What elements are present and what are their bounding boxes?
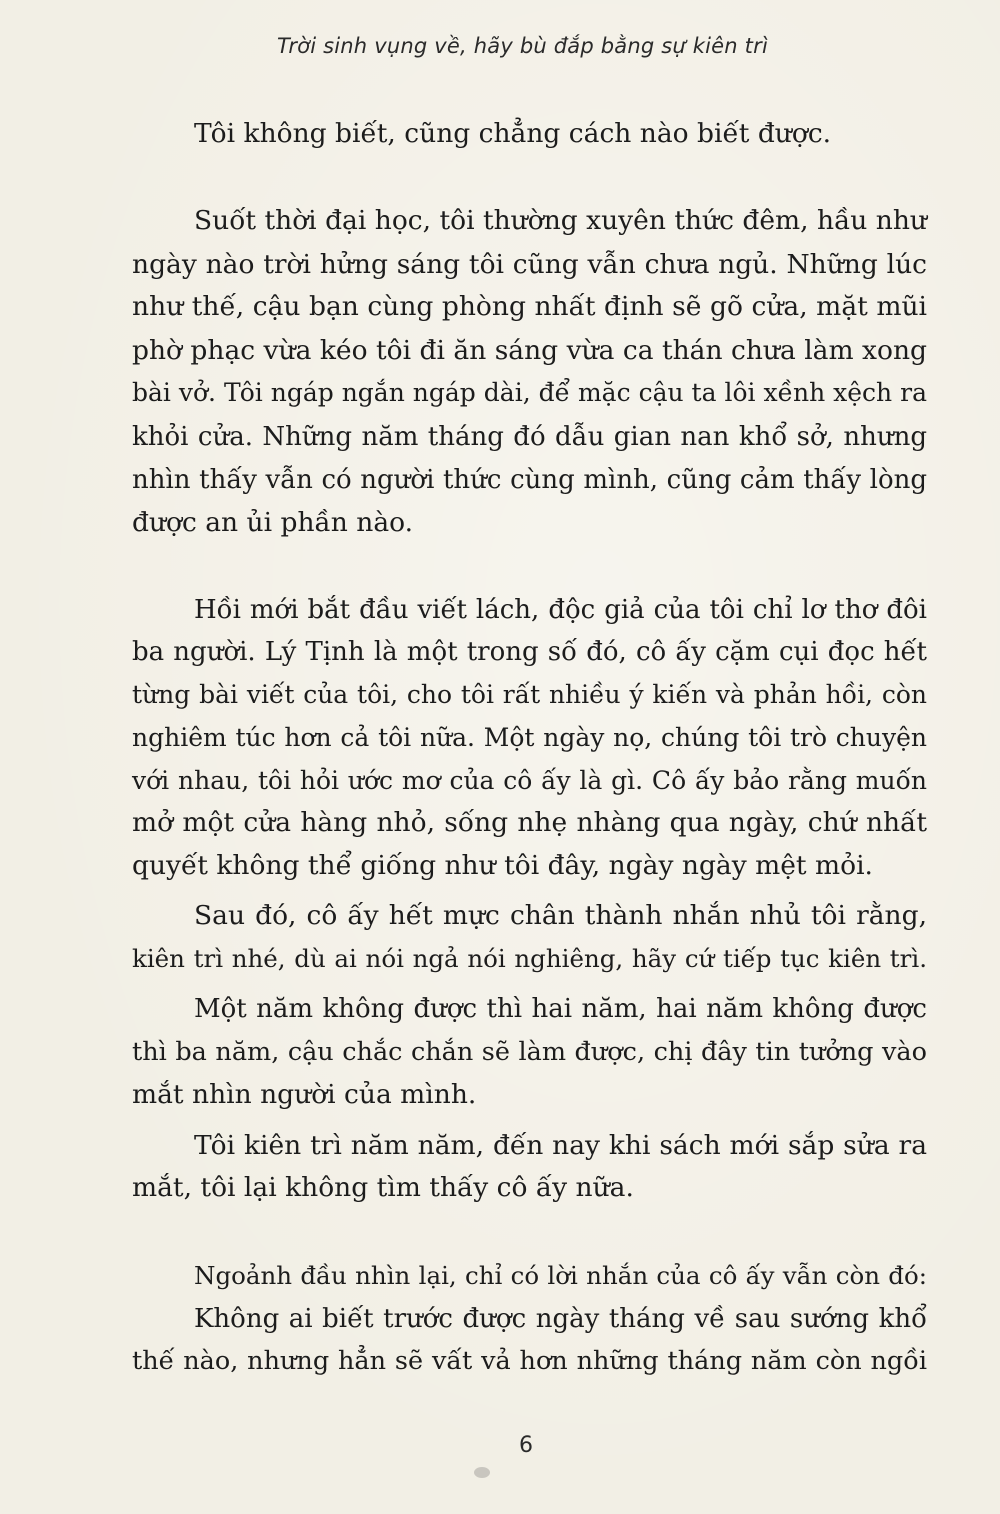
- text-line: mở một cửa hàng nhỏ, sống nhẹ nhàng qua ngày, chứ nhất: [132, 807, 927, 838]
- text-line: thì ba năm, cậu chắc chắn sẽ làm được, chị đây tin tưởng vào: [132, 1037, 927, 1067]
- text-line: từng bài viết của tôi, cho tôi rất nhiều ý kiến và phản hồi, còn: [132, 680, 927, 709]
- text-line: mắt, tôi lại không tìm thấy cô ấy nữa.: [132, 1172, 634, 1203]
- running-header: Trời sinh vụng về, hãy bù đắp bằng sự kiên trì: [276, 34, 768, 58]
- text-line: mắt nhìn người của mình.: [132, 1079, 477, 1110]
- text-line: bài vở. Tôi ngáp ngắn ngáp dài, để mặc cậu ta lôi xềnh xệch ra: [132, 378, 927, 407]
- text-line: Hồi mới bắt đầu viết lách, độc giả của tôi chỉ lơ thơ đôi: [194, 595, 927, 625]
- text-line: Suốt thời đại học, tôi thường xuyên thức đêm, hầu như: [194, 205, 927, 236]
- text-line: nghiêm túc hơn cả tôi nữa. Một ngày nọ, chúng tôi trò chuyện: [132, 723, 927, 752]
- text-line: kiên trì nhé, dù ai nói ngả nói nghiêng, hãy cứ tiếp tục kiên trì.: [132, 944, 927, 973]
- text-line: Ngoảnh đầu nhìn lại, chỉ có lời nhắn của cô ấy vẫn còn đó:: [194, 1261, 927, 1290]
- text-line: như thế, cậu bạn cùng phòng nhất định sẽ gõ cửa, mặt mũi: [132, 291, 927, 322]
- text-line: Tôi không biết, cũng chẳng cách nào biết được.: [194, 118, 832, 149]
- text-line: ba người. Lý Tịnh là một trong số đó, cô ấy cặm cụi đọc hết: [132, 637, 927, 667]
- text-line: với nhau, tôi hỏi ước mơ của cô ấy là gì. Cô ấy bảo rằng muốn: [132, 766, 927, 795]
- text-line: Một năm không được thì hai năm, hai năm không được: [194, 994, 927, 1024]
- ink-smudge: [474, 1467, 490, 1478]
- text-line: thế nào, nhưng hẳn sẽ vất vả hơn những tháng năm còn ngồi: [132, 1346, 927, 1376]
- text-line: được an ủi phần nào.: [132, 507, 414, 538]
- text-line: Không ai biết trước được ngày tháng về sau sướng khổ: [194, 1304, 927, 1334]
- text-line: Tôi kiên trì năm năm, đến nay khi sách mới sắp sửa ra: [194, 1130, 927, 1161]
- page-number: 6: [519, 1433, 533, 1458]
- text-line: nhìn thấy vẫn có người thức cùng mình, cũng cảm thấy lòng: [132, 465, 927, 495]
- text-line: khỏi cửa. Những năm tháng đó dẫu gian nan khổ sở, nhưng: [132, 422, 927, 452]
- text-line: Sau đó, cô ấy hết mực chân thành nhắn nhủ tôi rằng,: [194, 900, 927, 931]
- text-line: phờ phạc vừa kéo tôi đi ăn sáng vừa ca thán chưa làm xong: [132, 335, 927, 366]
- text-line: ngày nào trời hửng sáng tôi cũng vẫn chưa ngủ. Những lúc: [132, 249, 927, 280]
- text-line: quyết không thể giống như tôi đây, ngày ngày mệt mỏi.: [132, 850, 873, 881]
